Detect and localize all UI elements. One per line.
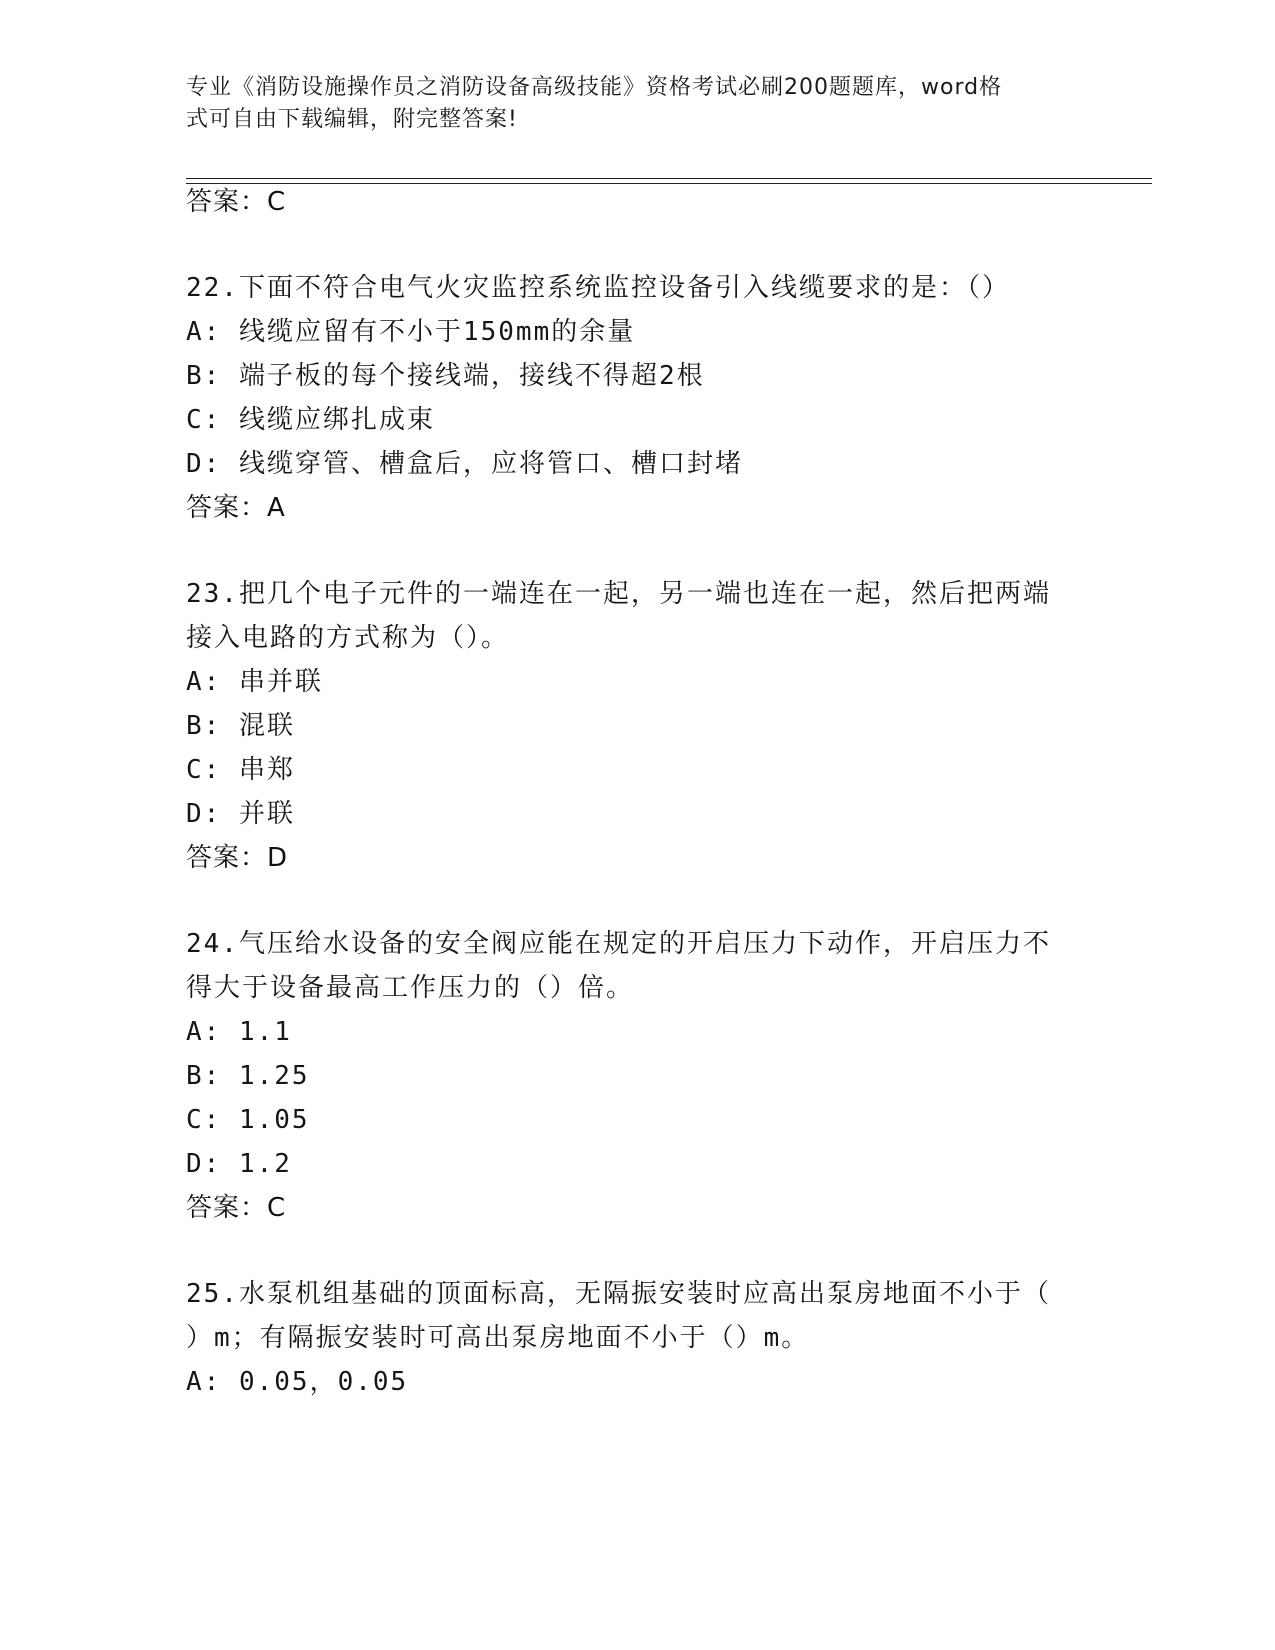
question-22-option-b: B: 端子板的每个接线端，接线不得超2根 xyxy=(186,361,705,391)
header-divider-bottom xyxy=(186,183,1152,184)
question-24-stem-line-1: 24.气压给水设备的安全阀应能在规定的开启压力下动作，开启压力不 xyxy=(186,929,1051,959)
question-25-stem-line-2: ）m；有隔振安装时可高出泵房地面不小于（）m。 xyxy=(186,1323,810,1353)
question-22-option-c: C: 线缆应绑扎成束 xyxy=(186,405,435,435)
question-22-answer: 答案：A xyxy=(186,493,286,523)
question-22-stem-line-1: 22.下面不符合电气火灾监控系统监控设备引入线缆要求的是：（） xyxy=(186,273,1010,303)
question-24-option-c: C: 1.05 xyxy=(186,1105,310,1135)
question-23-answer: 答案：D xyxy=(186,843,289,873)
question-25-option-a: A: 0.05，0.05 xyxy=(186,1367,409,1397)
question-22-option-d: D: 线缆穿管、槽盒后，应将管口、槽口封堵 xyxy=(186,449,743,479)
header-line-1: 专业《消防设施操作员之消防设备高级技能》资格考试必刷200题题库，word格 xyxy=(186,75,1003,100)
question-24-answer: 答案：C xyxy=(186,1193,287,1223)
question-24-option-d: D: 1.2 xyxy=(186,1149,292,1179)
question-23-stem-line-2: 接入电路的方式称为（）。 xyxy=(186,623,510,653)
previous-answer: 答案：C xyxy=(186,187,287,217)
header-divider-top xyxy=(186,178,1152,179)
question-24-option-a: A: 1.1 xyxy=(186,1017,292,1047)
question-23-option-a: A: 串并联 xyxy=(186,667,323,697)
question-23-stem-line-1: 23.把几个电子元件的一端连在一起，另一端也连在一起，然后把两端 xyxy=(186,579,1051,609)
question-24-option-b: B: 1.25 xyxy=(186,1061,310,1091)
header-line-2: 式可自由下载编辑，附完整答案! xyxy=(186,107,518,132)
question-25-stem-line-1: 25.水泵机组基础的顶面标高，无隔振安装时应高出泵房地面不小于（ xyxy=(186,1279,1051,1309)
question-23-option-c: C: 串郑 xyxy=(186,755,295,785)
question-22-option-a: A: 线缆应留有不小于150mm的余量 xyxy=(186,317,636,347)
question-23-option-b: B: 混联 xyxy=(186,711,295,741)
question-23-option-d: D: 并联 xyxy=(186,799,295,829)
document-header xyxy=(186,72,1066,136)
question-24-stem-line-2: 得大于设备最高工作压力的（）倍。 xyxy=(186,973,635,1003)
